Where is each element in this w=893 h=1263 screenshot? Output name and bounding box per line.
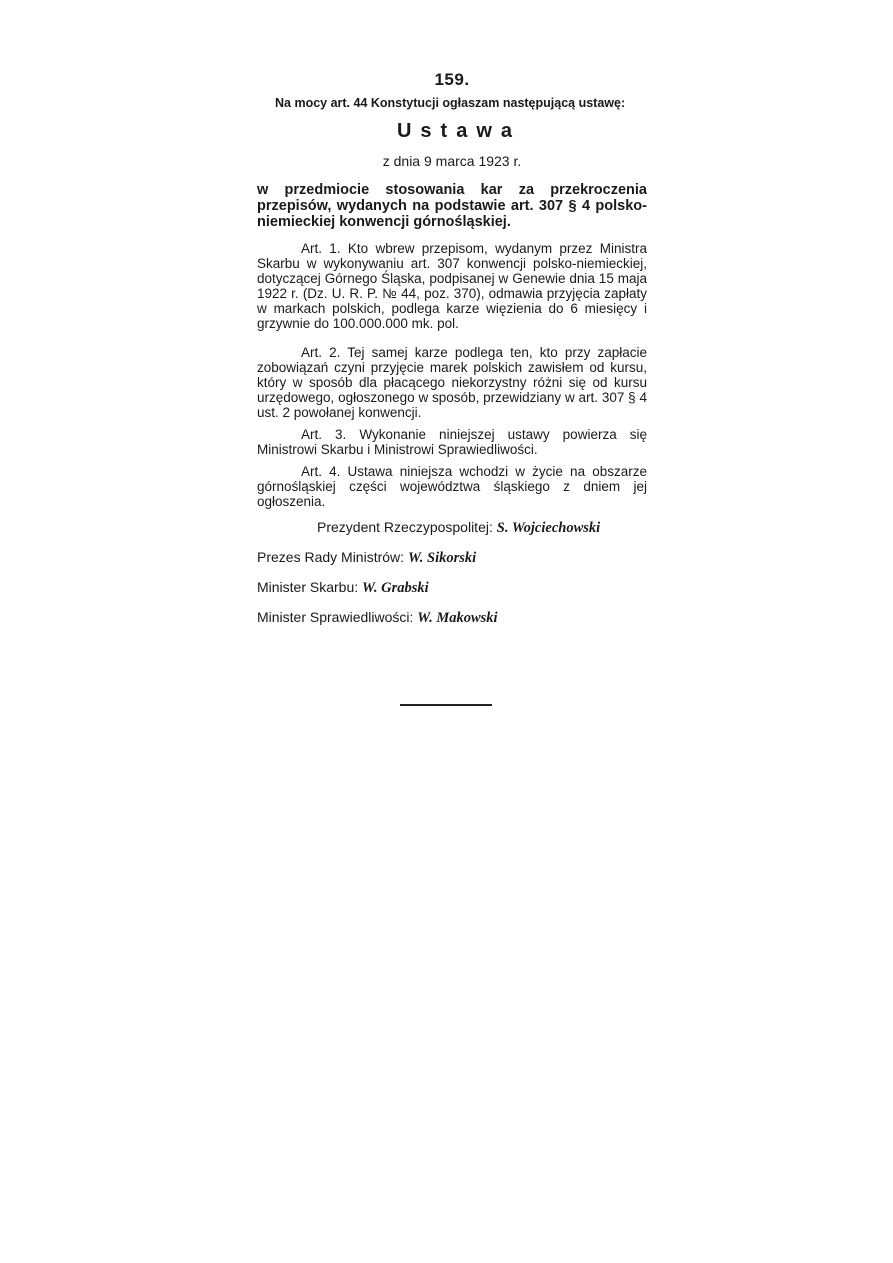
justice-role: Minister Sprawiedliwości: — [257, 609, 414, 625]
article-4-text: Ustawa niniejsza wchodzi w życie na obszarze górnośląskiej części województwa śląskiego z dniem jej ogłoszenia. — [257, 464, 647, 509]
article-3-text: Wykonanie niniejszej ustawy powierza się Ministrowi Skarbu i Ministrowi Sprawiedliwości. — [257, 427, 648, 457]
document-page — [257, 70, 647, 639]
article-4 — [257, 464, 647, 509]
article-1-label: Art. 1. — [301, 241, 341, 256]
section-divider — [400, 704, 492, 706]
preamble: Na mocy art. 44 Konstytucji ogłaszam następującą ustawę: — [275, 96, 626, 110]
law-title: Ustawa — [396, 120, 522, 142]
law-date: z dnia 9 marca 1923 r. — [382, 153, 522, 169]
president-signature — [257, 519, 647, 537]
treasury-role: Minister Skarbu: — [257, 579, 359, 595]
president-role: Prezydent Rzeczypospolitej: — [317, 519, 493, 535]
article-3-label: Art. 3. — [301, 427, 347, 442]
treasury-name: W. Grabski — [362, 580, 429, 596]
law-subject: w przedmiocie stosowania kar za przekroczenia przepisów, wydanych na podstawie art. 307 § 4 polsko-niemieckiej konwencji górnośląskiej. — [257, 182, 647, 230]
justice-signature — [257, 609, 647, 627]
pm-signature — [257, 549, 647, 567]
article-4-label: Art. 4. — [301, 464, 341, 479]
article-2 — [257, 345, 647, 420]
article-1 — [257, 241, 647, 331]
article-3 — [257, 427, 647, 457]
article-2-label: Art. 2. — [301, 345, 341, 360]
president-name: S. Wojciechowski — [496, 520, 601, 536]
article-2-text: Tej samej karze podlega ten, kto przy zapłacie zobowiązań czyni przyjęcie marek polskich zawisłem od kursu, który w sposób dla płacącego niekorzystny różni się od kursu urzędowego, ogłoszonego w sposób, przewidziany w art. 307 § 4 ust. 2 powołanej konwencji. — [257, 345, 647, 420]
page-number: 159. — [434, 70, 470, 89]
treasury-signature — [257, 579, 647, 597]
article-1-text: Kto wbrew przepisom, wydanym przez Ministra Skarbu w wykonywaniu art. 307 konwencji polsko-niemieckiej, dotyczącej Górnego Śląska, podpisanej w Genewie dnia 15 maja 1922 r. (Dz. U. R. P. № 44, poz. 370), odmawia przyjęcia zapłaty w markach polskich, podlega karze więzienia do 6 miesięcy i grzywnie do 100.000.000 mk. pol. — [257, 241, 647, 331]
pm-name: W. Sikorski — [407, 550, 477, 566]
pm-role: Prezes Rady Ministrów: — [257, 549, 405, 565]
justice-name: W. Makowski — [417, 610, 498, 626]
